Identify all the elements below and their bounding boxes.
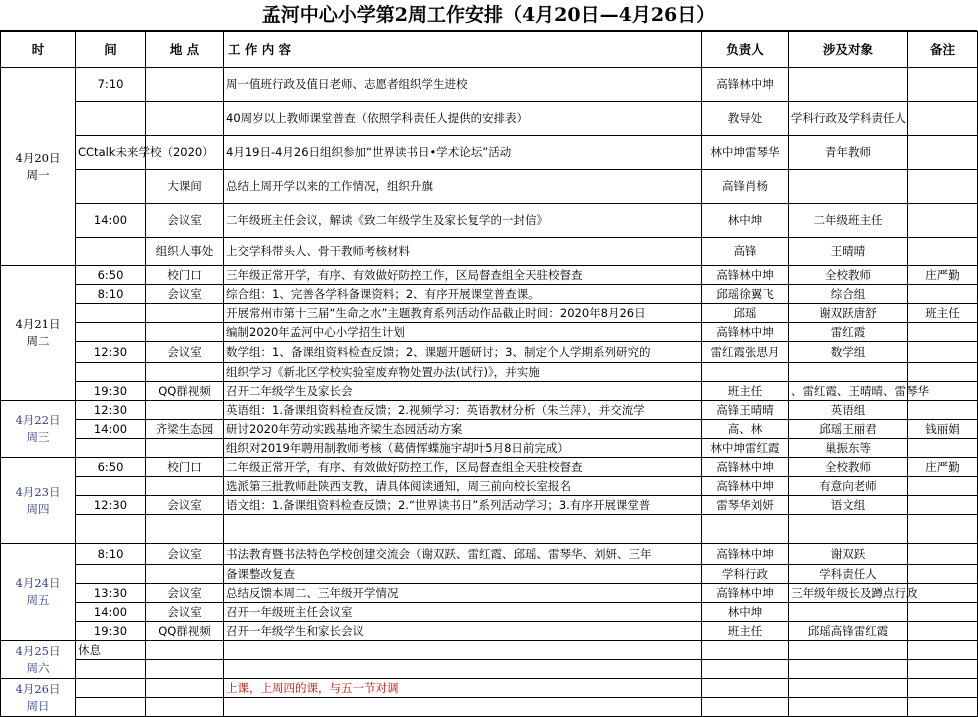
owner-cell: 高锋林中坤 xyxy=(702,68,789,102)
owner-cell: 邱瑶 xyxy=(702,304,789,323)
time-cell: 14:00 xyxy=(76,420,146,439)
content-cell: 研讨2020年劳动实践基地齐梁生态园活动方案 xyxy=(224,420,702,439)
date-label: 4月25日 xyxy=(15,643,61,658)
content-cell: 总结上周开学以来的工作情况，组织升旗 xyxy=(224,170,702,204)
time-cell xyxy=(76,679,146,698)
target-cell: 全校教师 xyxy=(789,266,908,285)
target-cell: 王晴晴 xyxy=(789,238,908,266)
content-cell xyxy=(224,515,702,544)
table-row xyxy=(1,401,978,420)
weekday-label: 周三 xyxy=(26,430,50,444)
target-cell: 学科行政及学科责任人 xyxy=(789,102,908,136)
place-cell: 大课间 xyxy=(146,170,224,204)
place-cell: QQ群视频 xyxy=(146,622,224,641)
content-cell: 周一值班行政及值日老师、志愿者组织学生进校 xyxy=(224,68,702,102)
owner-cell: 林中坤雷红霞 xyxy=(702,439,789,458)
target-cell: 综合组 xyxy=(789,285,908,304)
table-row xyxy=(1,204,978,238)
note-cell xyxy=(908,102,978,136)
content-cell: 编制2020年孟河中心小学招生计划 xyxy=(224,323,702,342)
page-title: 孟河中心小学第2周工作安排（4月20日—4月26日） xyxy=(0,0,977,31)
content-cell: 书法教育暨书法特色学校创建交流会（谢双跃、雷红霞、邱瑶、雷琴华、刘妍、三年 xyxy=(224,544,702,565)
target-cell: 谢双跃唐舒 xyxy=(789,304,908,323)
note-cell xyxy=(908,285,978,304)
time-cell xyxy=(76,515,146,544)
table-row xyxy=(1,660,978,679)
owner-cell: 高锋林中坤 xyxy=(702,584,789,603)
owner-cell: 雷红霞张思月 xyxy=(702,342,789,363)
header-time-b: 间 xyxy=(76,32,146,68)
target-cell: 二年级班主任 xyxy=(789,204,908,238)
content-cell: 语文组：1.备课组资料检查反馈；2.“世界读书日”系列活动学习；3.有序开展课堂普 xyxy=(224,496,702,515)
time-cell: 休息 xyxy=(76,641,146,660)
weekday-label: 周五 xyxy=(26,593,50,607)
owner-cell: 林中坤 xyxy=(702,204,789,238)
target-cell: 雷红霞 xyxy=(789,323,908,342)
note-cell xyxy=(908,679,978,698)
content-cell: 选派第三批教师赴陕西支教，请具体阅读通知，周三前向校长室报名 xyxy=(224,477,702,496)
table-row xyxy=(1,603,978,622)
target-cell: 青年教师 xyxy=(789,136,908,170)
note-cell: 钱丽娟 xyxy=(908,420,978,439)
owner-cell: 高锋林中坤 xyxy=(702,477,789,496)
note-cell xyxy=(908,565,978,584)
time-cell xyxy=(76,660,146,679)
note-cell xyxy=(908,641,978,660)
place-cell xyxy=(146,698,224,717)
date-cell xyxy=(1,401,76,458)
target-cell: 邱瑶高锋雷红霞 xyxy=(789,622,908,641)
time-cell: 19:30 xyxy=(76,622,146,641)
owner-cell xyxy=(702,515,789,544)
content-cell: 开展常州市第十三届“生命之水”主题教育系列活动作品截止时间：2020年8月26日 xyxy=(224,304,702,323)
owner-cell: 雷琴华刘妍 xyxy=(702,496,789,515)
time-cell: CCtalk未来学校（2020） xyxy=(76,136,146,170)
place-cell xyxy=(146,102,224,136)
time-cell xyxy=(76,323,146,342)
content-cell: 4月19日-4月26日组织参加“世界读书日•学术论坛”活动 xyxy=(224,136,702,170)
table-row xyxy=(1,266,978,285)
owner-cell: 高锋 xyxy=(702,238,789,266)
owner-cell: 班主任 xyxy=(702,622,789,641)
place-cell: 校门口 xyxy=(146,458,224,477)
table-row xyxy=(1,544,978,565)
place-cell xyxy=(146,363,224,382)
content-cell: 召开一年级学生和家长会议 xyxy=(224,622,702,641)
date-cell xyxy=(1,641,76,679)
content-cell: 组织学习《新北区学校实验室废弃物处置办法(试行)》，并实施 xyxy=(224,363,702,382)
content-cell: 二年级正常开学，有序、有效做好防控工作，区局督查组全天驻校督查 xyxy=(224,458,702,477)
owner-cell: 高锋王晴晴 xyxy=(702,401,789,420)
header-owner: 负责人 xyxy=(702,32,789,68)
content-cell: 召开一年级班主任会议室 xyxy=(224,603,702,622)
owner-cell xyxy=(702,698,789,717)
note-cell: 庄严勤 xyxy=(908,266,978,285)
place-cell xyxy=(146,515,224,544)
date-label: 4月22日 xyxy=(15,413,61,427)
content-cell: 上课，上周四的课，与五一节对调 xyxy=(224,679,702,698)
note-cell xyxy=(908,238,978,266)
date-cell xyxy=(1,679,76,717)
target-cell: 巢振东等 xyxy=(789,439,908,458)
table-row xyxy=(1,170,978,204)
note-cell xyxy=(908,477,978,496)
owner-cell xyxy=(702,679,789,698)
time-cell: 14:00 xyxy=(76,603,146,622)
time-cell xyxy=(76,439,146,458)
place-cell xyxy=(146,401,224,420)
weekday-label: 周日 xyxy=(26,698,50,713)
place-cell: 会议室 xyxy=(146,544,224,565)
date-label: 4月26日 xyxy=(15,681,61,696)
table-row xyxy=(1,363,978,382)
header-note: 备注 xyxy=(908,32,978,68)
time-cell: 6:50 xyxy=(76,266,146,285)
place-cell xyxy=(146,439,224,458)
target-cell xyxy=(789,698,908,717)
content-cell: 总结反馈本周二、三年级开学情况 xyxy=(224,584,702,603)
target-cell xyxy=(789,68,908,102)
place-cell: 会议室 xyxy=(146,603,224,622)
place-cell: 会议室 xyxy=(146,342,224,363)
header-row xyxy=(1,32,978,68)
table-row xyxy=(1,382,978,401)
content-cell: 备课整改复查 xyxy=(224,565,702,584)
time-cell xyxy=(76,304,146,323)
owner-cell: 高锋林中坤 xyxy=(702,544,789,565)
time-cell: 19:30 xyxy=(76,382,146,401)
weekday-label: 周四 xyxy=(26,501,50,516)
target-cell: 谢双跃 xyxy=(789,544,908,565)
table-row xyxy=(1,584,978,603)
content-cell: 组织对2019年聘用制教师考核（葛倩恽蝶施宇胡叶5月8日前完成） xyxy=(224,439,702,458)
note-cell xyxy=(908,698,978,717)
owner-cell: 学科行政 xyxy=(702,565,789,584)
table-row xyxy=(1,622,978,641)
place-cell: 会议室 xyxy=(146,285,224,304)
target-cell xyxy=(789,170,908,204)
note-cell xyxy=(908,622,978,641)
header-place: 地 点 xyxy=(146,32,224,68)
target-cell: 语文组 xyxy=(789,496,908,515)
content-cell xyxy=(224,698,702,717)
target-cell: 有意向老师 xyxy=(789,477,908,496)
time-cell: 13:30 xyxy=(76,584,146,603)
table-row xyxy=(1,496,978,515)
owner-cell xyxy=(702,363,789,382)
owner-cell: 邱瑶徐翼飞 xyxy=(702,285,789,304)
owner-cell: 高锋林中坤 xyxy=(702,458,789,477)
content-cell: 召开二年级学生及家长会 xyxy=(224,382,702,401)
table-row xyxy=(1,342,978,363)
content-cell: 数学组：1、备课组资料检查反馈；2、课题开题研讨；3、制定个人学期系列研究的 xyxy=(224,342,702,363)
time-cell xyxy=(76,238,146,266)
target-cell: 邱瑶王丽君 xyxy=(789,420,908,439)
date-cell xyxy=(1,458,76,544)
table-row xyxy=(1,641,978,660)
time-cell xyxy=(76,363,146,382)
time-cell xyxy=(76,102,146,136)
note-cell xyxy=(908,170,978,204)
table-row xyxy=(1,68,978,102)
owner-cell: 教导处 xyxy=(702,102,789,136)
content-cell: 综合组：1、完善各学科备课资料；2、有序开展课堂普查课。 xyxy=(224,285,702,304)
place-cell xyxy=(146,660,224,679)
time-cell xyxy=(76,477,146,496)
place-cell: 齐梁生态园 xyxy=(146,420,224,439)
weekday-label: 周二 xyxy=(26,334,50,348)
target-cell: 数学组 xyxy=(789,342,908,363)
note-cell: 庄严勤 xyxy=(908,458,978,477)
content-cell: 三年级正常开学，有序、有效做好防控工作，区局督查组全天驻校督查 xyxy=(224,266,702,285)
time-cell: 8:10 xyxy=(76,285,146,304)
table-row xyxy=(1,439,978,458)
time-cell xyxy=(76,698,146,717)
place-cell xyxy=(146,68,224,102)
place-cell xyxy=(146,323,224,342)
place-cell: 校门口 xyxy=(146,266,224,285)
target-cell xyxy=(789,603,908,622)
table-row xyxy=(1,477,978,496)
note-cell: 班主任 xyxy=(908,304,978,323)
note-cell xyxy=(908,204,978,238)
time-cell xyxy=(76,170,146,204)
content-cell: 40周岁以上教师课堂普查（依照学科责任人提供的安排表） xyxy=(224,102,702,136)
time-cell: 12:30 xyxy=(76,496,146,515)
owner-cell: 班主任 xyxy=(702,382,789,401)
target-cell xyxy=(789,660,908,679)
header-content: 工 作 内 容 xyxy=(224,32,702,68)
table-row xyxy=(1,136,978,170)
table-row xyxy=(1,698,978,717)
owner-cell xyxy=(702,641,789,660)
content-cell xyxy=(224,641,702,660)
table-row xyxy=(1,565,978,584)
date-cell xyxy=(1,68,76,266)
time-cell: 12:30 xyxy=(76,401,146,420)
place-cell: 会议室 xyxy=(146,204,224,238)
note-cell xyxy=(908,439,978,458)
time-cell: 14:00 xyxy=(76,204,146,238)
note-cell xyxy=(908,515,978,544)
note-cell xyxy=(908,544,978,565)
table-row xyxy=(1,515,978,544)
note-cell xyxy=(908,496,978,515)
date-label: 4月20日 xyxy=(15,150,61,165)
target-cell: 、雷红霞、王晴晴、雷琴华 xyxy=(789,382,908,401)
content-cell: 上交学科带头人、骨干教师考核材料 xyxy=(224,238,702,266)
date-cell xyxy=(1,544,76,641)
owner-cell: 高锋林中坤 xyxy=(702,323,789,342)
note-cell xyxy=(908,342,978,363)
schedule-table xyxy=(0,31,978,717)
owner-cell: 林中坤雷琴华 xyxy=(702,136,789,170)
target-cell: 学科责任人 xyxy=(789,565,908,584)
table-row xyxy=(1,679,978,698)
place-cell xyxy=(146,641,224,660)
table-row xyxy=(1,458,978,477)
target-cell xyxy=(789,363,908,382)
header-time-a: 时 xyxy=(1,32,76,68)
owner-cell xyxy=(702,660,789,679)
time-cell: 12:30 xyxy=(76,342,146,363)
place-cell: 组织人事处 xyxy=(146,238,224,266)
place-cell xyxy=(146,304,224,323)
target-cell: 英语组 xyxy=(789,401,908,420)
place-cell xyxy=(146,679,224,698)
time-cell: 8:10 xyxy=(76,544,146,565)
place-cell: 会议室 xyxy=(146,584,224,603)
weekday-label: 周六 xyxy=(26,660,50,675)
note-cell xyxy=(908,660,978,679)
table-row xyxy=(1,420,978,439)
content-cell: 二年级班主任会议，解读《致二年级学生及家长复学的一封信》 xyxy=(224,204,702,238)
place-cell: 会议室 xyxy=(146,496,224,515)
table-row xyxy=(1,285,978,304)
note-cell xyxy=(908,603,978,622)
date-label: 4月24日 xyxy=(15,576,61,590)
owner-cell: 林中坤 xyxy=(702,603,789,622)
content-cell: 英语组：1.备课组资料检查反馈；2.视频学习：英语教材分析（朱兰萍），并交流学 xyxy=(224,401,702,420)
note-cell xyxy=(908,136,978,170)
time-cell: 6:50 xyxy=(76,458,146,477)
content-cell xyxy=(224,660,702,679)
note-cell xyxy=(908,323,978,342)
table-row xyxy=(1,304,978,323)
note-cell xyxy=(908,363,978,382)
place-cell: QQ群视频 xyxy=(146,382,224,401)
table-row xyxy=(1,238,978,266)
note-cell xyxy=(908,584,978,603)
table-row xyxy=(1,323,978,342)
time-cell xyxy=(76,565,146,584)
header-target: 涉及对象 xyxy=(789,32,908,68)
date-label: 4月21日 xyxy=(15,317,61,331)
owner-cell: 高锋林中坤 xyxy=(702,266,789,285)
date-cell xyxy=(1,266,76,401)
weekday-label: 周一 xyxy=(26,167,50,182)
owner-cell: 高、林 xyxy=(702,420,789,439)
target-cell: 全校教师 xyxy=(789,458,908,477)
time-cell: 7:10 xyxy=(76,68,146,102)
place-cell xyxy=(146,565,224,584)
note-cell xyxy=(908,68,978,102)
place-cell xyxy=(146,477,224,496)
owner-cell: 高锋肖杨 xyxy=(702,170,789,204)
note-cell xyxy=(908,401,978,420)
table-row xyxy=(1,102,978,136)
target-cell: 三年级年级长及蹲点行政 xyxy=(789,584,908,603)
target-cell xyxy=(789,679,908,698)
target-cell xyxy=(789,515,908,544)
date-label: 4月23日 xyxy=(15,484,61,499)
target-cell xyxy=(789,641,908,660)
